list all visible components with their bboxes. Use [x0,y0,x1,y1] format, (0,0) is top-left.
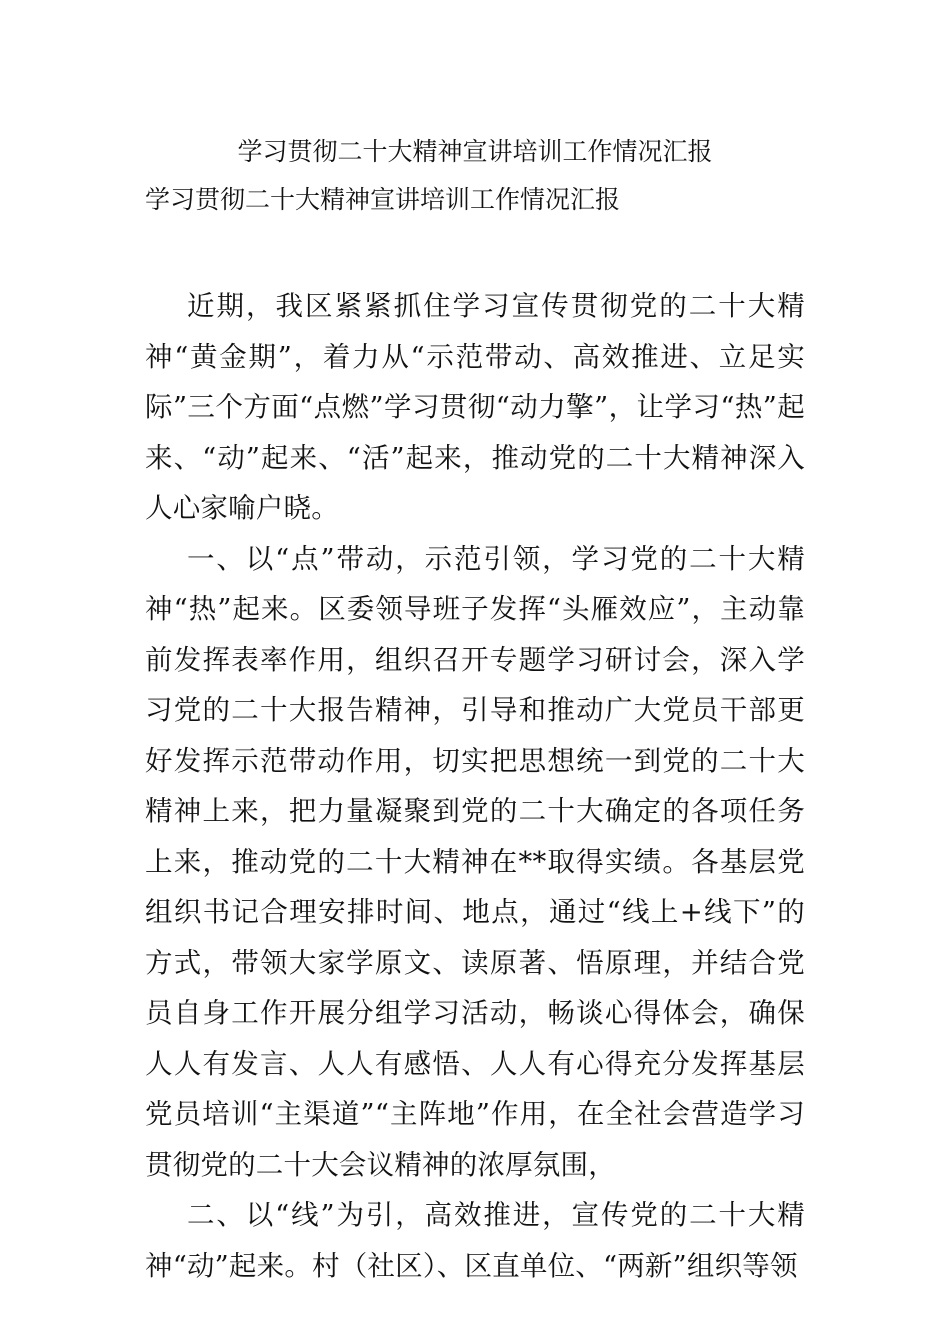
document-title: 学习贯彻二十大精神宣讲培训工作情况汇报 [237,137,713,166]
intro-paragraph: 近期，我区紧紧抓住学习宣传贯彻党的二十大精神“黄金期”，着力从“示范带动、高效推进、立足实际”三个方面“点燃”学习贯彻“动力擎”，让学习“热”起来、“动”起来、“活”起来，推动党的二十大精神深入人心家喻户晓。 [145,290,805,524]
section-two-paragraph: 二、以“线”为引，高效推进，宣传党的二十大精神“动”起来。村（社区）、区直单位、“两新”组织等领 [145,1199,805,1282]
section-one-paragraph: 一、以“点”带动，示范引领，学习党的二十大精神“热”起来。区委领导班子发挥“头雁效应”，主动靠前发挥表率作用，组织召开专题学习研讨会，深入学习党的二十大报告精神，引导和推动广大党员干部更好发挥示范带动作用，切实把思想统一到党的二十大精神上来，把力量凝聚到党的二十大确定的各项任务上来，推动党的二十大精神在**取得实绩。各基层党组织书记合理安排时间、地点，通过“线上+线下”的方式，带领大家学原文、读原著、悟原理，并结合党员自身工作开展分组学习活动，畅谈心得体会，确保人人有发言、人人有感悟、人人有心得充分发挥基层党员培训“主渠道”“主阵地”作用，在全社会营造学习贯彻党的二十大会议精神的浓厚氛围， [145,542,805,1181]
document-subtitle: 学习贯彻二十大精神宣讲培训工作情况汇报 [145,185,621,214]
document-body [145,281,805,1291]
